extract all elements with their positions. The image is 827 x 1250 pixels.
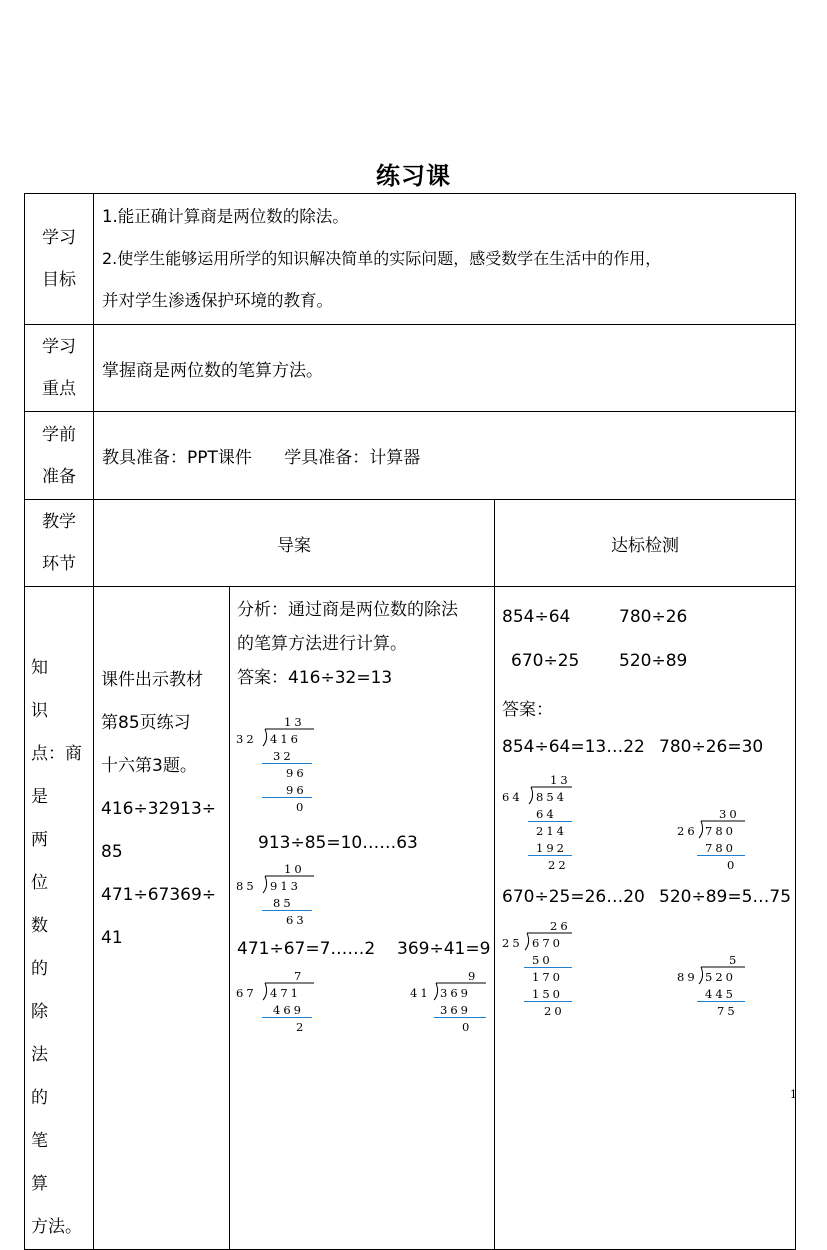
rule	[262, 797, 312, 798]
knowledge-label	[25, 587, 94, 1250]
rule	[262, 910, 312, 911]
check-a4: 520÷89=5…75	[659, 887, 792, 907]
answer-line-3: 471÷67=7……2	[237, 939, 376, 959]
check-answer-label: 答案：	[502, 700, 553, 720]
dividend: 369	[440, 986, 471, 1000]
step: 445	[705, 987, 736, 1001]
quotient: 7	[294, 969, 305, 983]
check-q1: 854÷64	[502, 607, 571, 627]
step: 2	[296, 1020, 307, 1034]
task-cell	[94, 587, 230, 1250]
check-cell	[495, 587, 796, 1250]
check-a2: 780÷26=30	[659, 737, 764, 757]
dividend: 416	[270, 732, 301, 746]
long-division-520-89	[677, 953, 767, 1023]
task-line: 85	[101, 842, 123, 862]
dividend: 471	[270, 986, 301, 1000]
goals-label-line: 学习	[42, 228, 76, 248]
step: 22	[548, 858, 569, 872]
quotient: 13	[550, 773, 571, 787]
step: 469	[273, 1003, 304, 1017]
stage-label	[25, 500, 94, 587]
focus-label-line: 重点	[42, 379, 76, 399]
analysis-line: 的笔算方法进行计算。	[237, 634, 407, 654]
stage-label-line: 环节	[42, 554, 76, 574]
task-line: 471÷67369÷	[101, 885, 217, 905]
prep-content: 教具准备：PPT课件 学具准备：计算器	[94, 412, 796, 500]
rule	[262, 763, 312, 764]
step: 170	[532, 970, 563, 984]
task-line: 十六第3题。	[101, 756, 197, 776]
step: 369	[440, 1003, 471, 1017]
divisor: 26	[677, 824, 698, 838]
long-division-780-26	[677, 807, 767, 877]
long-division-913-85	[236, 862, 326, 932]
task-line: 41	[101, 928, 123, 948]
task-line: 第85页练习	[101, 713, 191, 733]
step: 64	[536, 807, 557, 821]
knowledge-label-line: 笔 算	[31, 1131, 58, 1194]
focus-row	[25, 325, 796, 412]
dividend: 913	[270, 879, 301, 893]
rule	[528, 855, 572, 856]
stage-row	[25, 500, 796, 587]
step: 780	[705, 841, 736, 855]
answer-line: 答案：416÷32=13	[237, 668, 393, 688]
knowledge-row	[25, 587, 796, 1250]
dividend: 670	[532, 936, 563, 950]
check-q2: 780÷26	[619, 607, 688, 627]
guide-header: 导案	[94, 500, 495, 587]
quotient: 5	[729, 953, 740, 967]
step: 96	[286, 783, 307, 797]
quotient: 13	[284, 715, 305, 729]
divisor: 41	[410, 986, 431, 1000]
knowledge-label-line: 位 数	[31, 873, 58, 936]
long-division-416-32	[236, 715, 326, 815]
step: 96	[286, 766, 307, 780]
knowledge-label-line: 法 的	[31, 1045, 58, 1108]
divisor: 64	[502, 790, 523, 804]
divisor: 32	[236, 732, 257, 746]
prep-label	[25, 412, 94, 500]
step: 0	[296, 800, 307, 814]
focus-label-line: 学习	[42, 337, 76, 357]
analysis-line: 分析：通过商是两位数的除法	[237, 600, 458, 620]
goals-row	[25, 194, 796, 325]
step: 85	[273, 896, 294, 910]
check-q4: 520÷89	[619, 651, 688, 671]
prep-row	[25, 412, 796, 500]
step: 50	[532, 953, 553, 967]
goals-content	[94, 194, 796, 325]
knowledge-label-line: 知 识	[31, 658, 58, 721]
dividend: 520	[705, 970, 736, 984]
long-division-670-25	[502, 919, 592, 1019]
step: 75	[717, 1004, 738, 1018]
rule	[528, 821, 572, 822]
divisor: 67	[236, 986, 257, 1000]
prep-label-line: 准备	[42, 466, 76, 487]
knowledge-label-line: 点：商	[31, 744, 82, 764]
rule	[697, 855, 745, 856]
step: 20	[544, 1004, 565, 1018]
lesson-plan-table	[24, 193, 796, 1250]
dividend: 780	[705, 824, 736, 838]
analysis-cell	[230, 587, 495, 1250]
answer-line-4: 369÷41=9	[397, 939, 491, 959]
prep-label-line: 学前	[42, 424, 76, 445]
goal-1: 1.能正确计算商是两位数的除法。	[102, 207, 349, 226]
divisor: 89	[677, 970, 698, 984]
step: 0	[462, 1020, 473, 1034]
step: 192	[536, 841, 567, 855]
focus-label	[25, 325, 94, 412]
step: 63	[286, 913, 307, 927]
rule	[262, 1017, 312, 1018]
analysis-text	[237, 593, 458, 695]
goal-3: 并对学生渗透保护环境的教育。	[102, 291, 333, 310]
step: 32	[273, 749, 294, 763]
divisor: 25	[502, 936, 523, 950]
check-a3: 670÷25=26…20	[502, 887, 645, 907]
rule	[434, 1017, 486, 1018]
knowledge-label-line: 方法。	[31, 1217, 82, 1237]
step: 214	[536, 824, 567, 838]
step: 0	[727, 858, 738, 872]
quotient: 26	[550, 919, 571, 933]
rule	[697, 1001, 745, 1002]
task-line: 课件出示教材	[101, 670, 203, 690]
rule	[524, 967, 572, 968]
check-a1: 854÷64=13…22	[502, 737, 645, 757]
dividend: 854	[536, 790, 567, 804]
quotient: 30	[719, 807, 740, 821]
quotient: 9	[468, 969, 479, 983]
long-division-854-64	[502, 773, 592, 873]
goals-label	[25, 194, 94, 325]
task-line: 416÷32913÷	[101, 799, 217, 819]
step: 150	[532, 987, 563, 1001]
page-title: 练习课	[376, 162, 451, 190]
stage-label-line: 教学	[42, 512, 76, 532]
quotient: 10	[284, 862, 305, 876]
divisor: 85	[236, 879, 257, 893]
knowledge-label-line: 是 两	[31, 787, 58, 850]
rule	[524, 1001, 572, 1002]
page-number: 1	[790, 1088, 797, 1101]
focus-content: 掌握商是两位数的笔算方法。	[94, 325, 796, 412]
check-q3: 670÷25	[511, 651, 580, 671]
knowledge-label-line: 的 除	[31, 959, 58, 1022]
long-division-369-41	[410, 969, 495, 1039]
long-division-471-67	[236, 969, 326, 1039]
goals-label-line: 目标	[42, 270, 76, 290]
answer-line-2: 913÷85=10……63	[258, 833, 418, 853]
check-header: 达标检测	[495, 500, 796, 587]
goal-2: 2.使学生能够运用所学的知识解决简单的实际问题，感受数学在生活中的作用，	[102, 249, 662, 268]
